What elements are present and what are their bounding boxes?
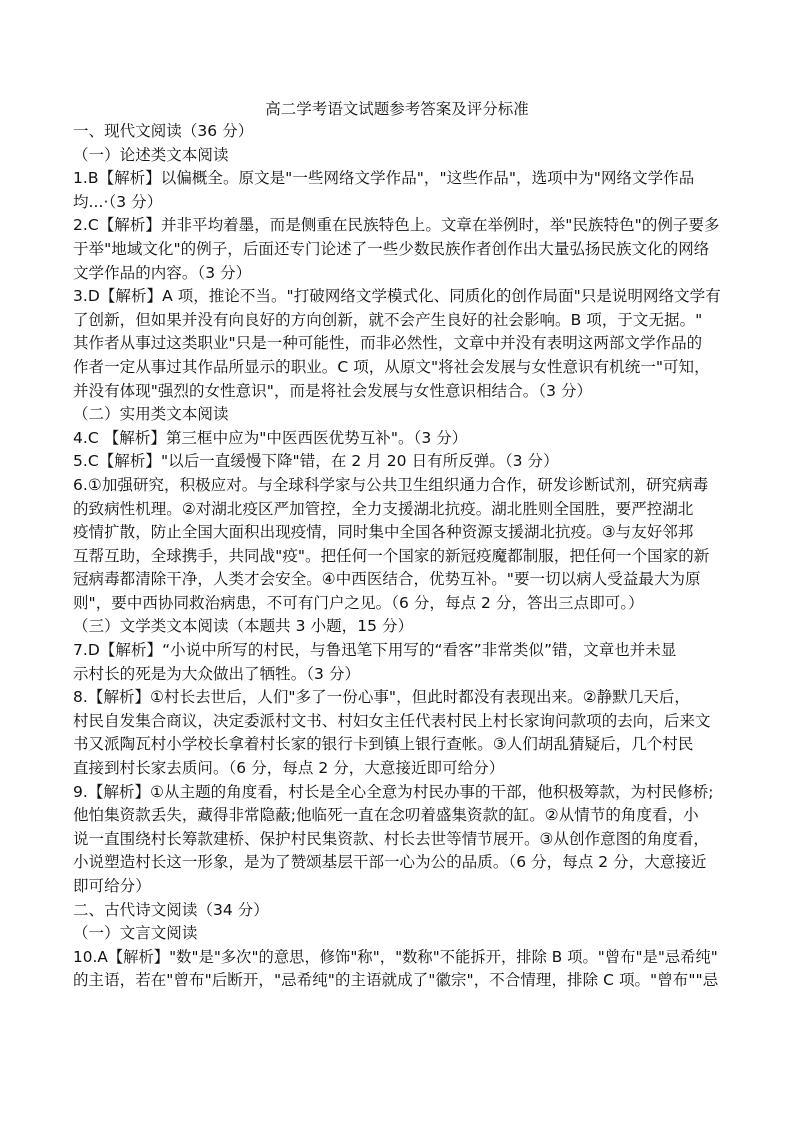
- answer-line: 了创新，但如果并没有向良好的方向创新，就不会产生良好的社会影响。B 项，于文无据。": [73, 310, 703, 329]
- answer-line: 疫情扩散，防止全国大面积出现疫情，同时集中全国各种资源支援湖北抗疫。③与友好邻邦: [73, 523, 694, 542]
- answer-line: 说一直围绕村长筹款建桥、保护村民集资款、村长去世等情节展开。③从创作意图的角度看，: [73, 829, 709, 848]
- subsection-heading: （二）实用类文本阅读: [73, 405, 229, 424]
- answer-line: 的致病性机理。②对湖北疫区严加管控，全力支援湖北抗疫。湖北胜则全国胜，要严控湖北: [73, 499, 694, 518]
- answer-line: 6.①加强研究，积极应对。与全球科学家与公共卫生组织通力合作，研发诊断试剂，研究病毒: [73, 475, 709, 494]
- answer-line: 文学作品的内容。（3 分）: [73, 263, 252, 282]
- answer-line: 其作者从事过这类职业"只是一种可能性，而非必然性，文章中并没有表明这两部文学作品的: [73, 334, 703, 353]
- answer-line: 4.C 【解析】第三框中应为"中医西医优势互补"。（3 分）: [73, 428, 468, 447]
- answer-line: 冠病毒都清除干净，人类才会安全。④中西医结合，优势互补。"要一切以病人受益最大为原: [73, 570, 701, 589]
- answer-line: 于举"地域文化"的例子，后面还专门论述了一些少数民族作者创作出大量弘扬民族文化的网络: [73, 239, 710, 258]
- answer-line: 并没有体现"强烈的女性意识"，而是将社会发展与女性意识相结合。（3 分）: [73, 381, 593, 400]
- answer-line: 作者一定从事过其作品所显示的职业。C 项，从原文"将社会发展与女性意识有机统一"可知，: [73, 357, 710, 376]
- answer-line: 7.D【解析】“小说中所写的村民，与鲁迅笔下用写的“看客”非常类似”错，文章也并未显: [73, 641, 677, 660]
- subsection-heading: （三）文学类文本阅读（本题共 3 小题，15 分）: [73, 617, 414, 636]
- answer-line: 书又派陶瓦村小学校长拿着村长家的银行卡到镇上银行查帐。③人们胡乱猜疑后，几个村民: [73, 735, 694, 754]
- answer-line: 10.A【解析】"数"是"多次"的意思，修饰"称"，"数称"不能拆开，排除 B 项。"曾布"是"忌希纯": [73, 947, 718, 966]
- answer-line: 互帮互助，全球携手，共同战"疫"。把任何一个国家的新冠疫魔都制服，把任何一个国家的新: [73, 546, 710, 565]
- document-title: 高二学考语文试题参考答案及评分标准: [265, 100, 529, 118]
- answer-line: 的主语，若在"曾布"后断开，"忌希纯"的主语就成了"徽宗"，不合情理，排除 C 项。"曾布""忌: [73, 971, 719, 990]
- section-heading: 一、现代文阅读（36 分）: [73, 122, 254, 140]
- answer-line: 1.B【解析】以偏概全。原文是"一些网络文学作品"，"这些作品"，选项中为"网络文学作品: [73, 169, 695, 188]
- answer-line: 小说塑造村长这一形象，是为了赞颂基层干部一心为公的品质。（6 分，每点 2 分，大意接近: [73, 853, 707, 872]
- answer-line: 9.【解析】①从主题的角度看，村长是全心全意为村民办事的干部，他积极筹款，为村民修桥;: [73, 782, 714, 801]
- answer-line: 均...·（3 分）: [73, 192, 163, 211]
- answer-line: 则"，要中西协同救治病患，不可有门户之见。（6 分，每点 2 分，答出三点即可。）: [73, 593, 644, 612]
- subsection-heading: （一）论述类文本阅读: [73, 145, 229, 164]
- answer-line: 5.C【解析】"以后一直缓慢下降"错，在 2 月 20 日有所反弹。（3 分）: [73, 452, 559, 471]
- answer-line: 示村长的死是为大众做出了牺牲。（3 分）: [73, 664, 361, 683]
- answer-line: 他怕集资款丢失，藏得非常隐蔽;他临死一直在念叨着盛集资款的缸。②从情节的角度看，小: [73, 806, 699, 825]
- answer-line: 村民自发集合商议，决定委派村文书、村妇女主任代表村民上村长家询问款项的去向，后来文: [73, 711, 711, 730]
- answer-line: 直接到村长家去质问。（6 分，每点 2 分，大意接近即可给分）: [73, 759, 505, 778]
- answer-line: 2.C【解析】并非平均着墨，而是侧重在民族特色上。文章在举例时，举"民族特色"的例子要多: [73, 216, 720, 235]
- answer-line: 3.D【解析】A 项，推论不当。"打破网络文学模式化、同质化的创作局面"只是说明网络文学有: [73, 287, 721, 306]
- section-heading: 二、古代诗文阅读（34 分）: [73, 900, 269, 919]
- subsection-heading: （一）文言文阅读: [73, 924, 198, 943]
- answer-content: [73, 120, 725, 993]
- answer-line: 即可给分）: [73, 877, 151, 895]
- answer-line: 8.【解析】①村长去世后，人们"多了一份心事"，但此时都没有表现出来。②静默几天后，: [73, 688, 690, 707]
